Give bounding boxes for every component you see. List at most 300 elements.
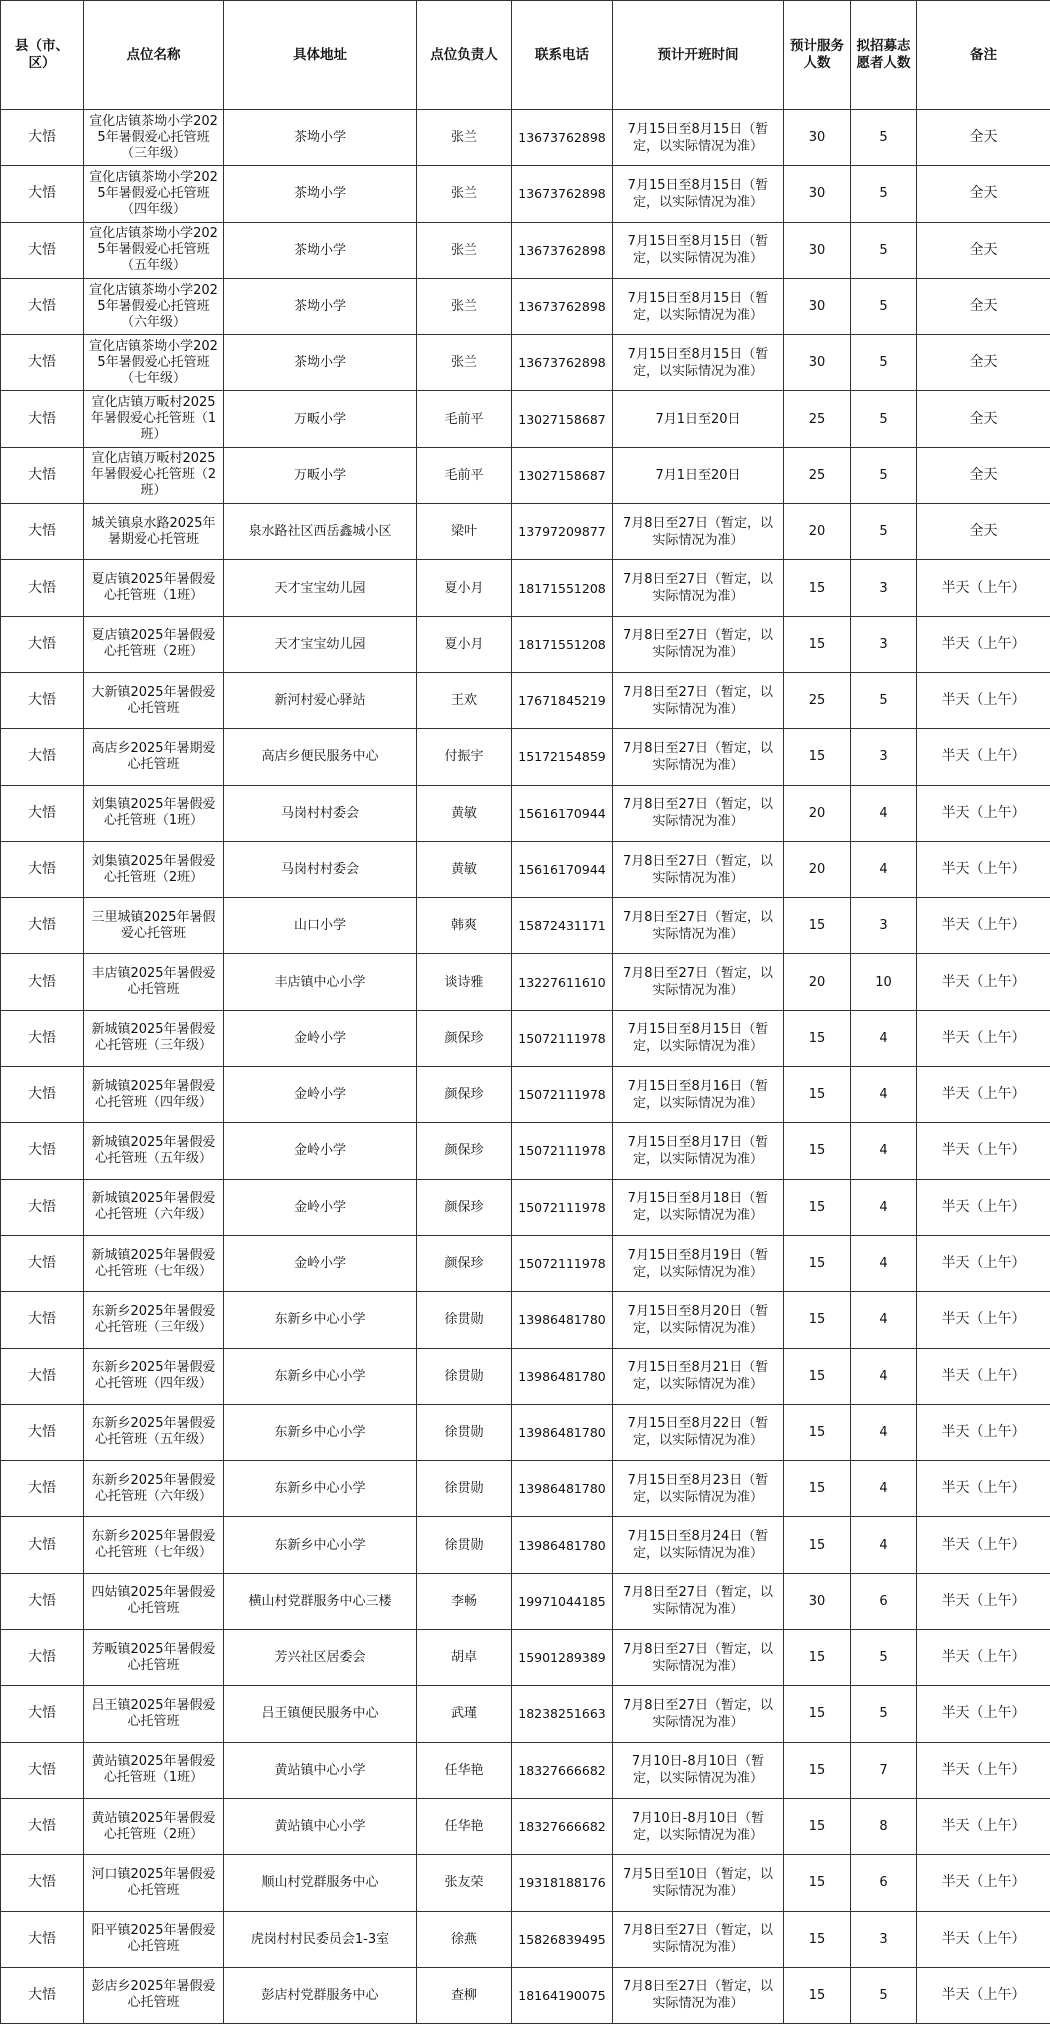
- note-cell: 半天（上午）: [917, 1742, 1050, 1798]
- table-row: [1, 785, 1050, 841]
- site-name-cell: 芳畈镇2025年暑假爱心托管班: [84, 1630, 224, 1686]
- note-cell: 半天（上午）: [917, 1067, 1050, 1123]
- phone-cell: 15072111978: [512, 1010, 613, 1066]
- header-county: 县（市、区）: [1, 1, 84, 110]
- service-count-cell: 20: [784, 785, 851, 841]
- header-start-time: 预计开班时间: [613, 1, 784, 110]
- table-row: [1, 222, 1050, 278]
- site-name-cell: 四姑镇2025年暑假爱心托管班: [84, 1573, 224, 1629]
- phone-cell: 19318188176: [512, 1855, 613, 1911]
- service-count-cell: 15: [784, 1798, 851, 1854]
- person-cell: 王欢: [417, 672, 512, 728]
- phone-cell: 13027158687: [512, 391, 613, 447]
- table-row: [1, 616, 1050, 672]
- note-cell: 半天（上午）: [917, 1855, 1050, 1911]
- person-cell: 徐贯勋: [417, 1461, 512, 1517]
- table-body: [1, 110, 1050, 2024]
- time-cell: 7月8日至27日（暂定，以实际情况为准）: [613, 841, 784, 897]
- service-count-cell: 30: [784, 222, 851, 278]
- note-cell: 半天（上午）: [917, 1010, 1050, 1066]
- service-count-cell: 30: [784, 166, 851, 222]
- county-cell: 大悟: [1, 954, 84, 1010]
- time-cell: 7月8日至27日（暂定，以实际情况为准）: [613, 616, 784, 672]
- person-cell: 徐贯勋: [417, 1404, 512, 1460]
- service-count-cell: 15: [784, 1067, 851, 1123]
- person-cell: 谈诗雅: [417, 954, 512, 1010]
- note-cell: 半天（上午）: [917, 729, 1050, 785]
- volunteer-count-cell: 6: [851, 1573, 917, 1629]
- table-row: [1, 1517, 1050, 1573]
- county-cell: 大悟: [1, 898, 84, 954]
- person-cell: 武瑾: [417, 1686, 512, 1742]
- table-row: [1, 1292, 1050, 1348]
- address-cell: 东新乡中心小学: [224, 1404, 417, 1460]
- volunteer-count-cell: 5: [851, 222, 917, 278]
- table-row: [1, 1348, 1050, 1404]
- note-cell: 半天（上午）: [917, 898, 1050, 954]
- county-cell: 大悟: [1, 560, 84, 616]
- site-name-cell: 东新乡2025年暑假爱心托管班（四年级）: [84, 1348, 224, 1404]
- service-count-cell: 15: [784, 1742, 851, 1798]
- table-row: [1, 110, 1050, 166]
- volunteer-count-cell: 5: [851, 110, 917, 166]
- service-count-cell: 15: [784, 1517, 851, 1573]
- time-cell: 7月15日至8月15日（暂定，以实际情况为准）: [613, 222, 784, 278]
- volunteer-count-cell: 3: [851, 1911, 917, 1967]
- site-name-cell: 三里城镇2025年暑假爱心托管班: [84, 898, 224, 954]
- county-cell: 大悟: [1, 166, 84, 222]
- table-row: [1, 898, 1050, 954]
- site-name-cell: 黄站镇2025年暑假爱心托管班（2班）: [84, 1798, 224, 1854]
- person-cell: 徐贯勋: [417, 1348, 512, 1404]
- county-cell: 大悟: [1, 278, 84, 334]
- phone-cell: 13673762898: [512, 335, 613, 391]
- site-name-cell: 刘集镇2025年暑假爱心托管班（1班）: [84, 785, 224, 841]
- note-cell: 半天（上午）: [917, 1630, 1050, 1686]
- county-cell: 大悟: [1, 1911, 84, 1967]
- address-cell: 万畈小学: [224, 447, 417, 503]
- address-cell: 天才宝宝幼儿园: [224, 560, 417, 616]
- county-cell: 大悟: [1, 1967, 84, 2023]
- volunteer-count-cell: 5: [851, 1686, 917, 1742]
- volunteer-count-cell: 4: [851, 1461, 917, 1517]
- site-name-cell: 吕王镇2025年暑假爱心托管班: [84, 1686, 224, 1742]
- address-cell: 丰店镇中心小学: [224, 954, 417, 1010]
- service-count-cell: 15: [784, 1911, 851, 1967]
- county-cell: 大悟: [1, 1742, 84, 1798]
- phone-cell: 17671845219: [512, 672, 613, 728]
- note-cell: 半天（上午）: [917, 1179, 1050, 1235]
- note-cell: 全天: [917, 278, 1050, 334]
- volunteer-count-cell: 4: [851, 1292, 917, 1348]
- volunteer-count-cell: 5: [851, 1967, 917, 2023]
- phone-cell: 19971044185: [512, 1573, 613, 1629]
- person-cell: 梁叶: [417, 504, 512, 560]
- site-name-cell: 丰店镇2025年暑假爱心托管班: [84, 954, 224, 1010]
- volunteer-count-cell: 5: [851, 278, 917, 334]
- phone-cell: 13797209877: [512, 504, 613, 560]
- person-cell: 付振宇: [417, 729, 512, 785]
- volunteer-count-cell: 3: [851, 729, 917, 785]
- table-row: [1, 1461, 1050, 1517]
- service-count-cell: 15: [784, 1461, 851, 1517]
- volunteer-count-cell: 5: [851, 1630, 917, 1686]
- person-cell: 张兰: [417, 335, 512, 391]
- note-cell: 半天（上午）: [917, 616, 1050, 672]
- county-cell: 大悟: [1, 1010, 84, 1066]
- address-cell: 东新乡中心小学: [224, 1348, 417, 1404]
- site-name-cell: 新城镇2025年暑假爱心托管班（六年级）: [84, 1179, 224, 1235]
- time-cell: 7月15日至8月15日（暂定，以实际情况为准）: [613, 1010, 784, 1066]
- phone-cell: 18171551208: [512, 616, 613, 672]
- phone-cell: 18238251663: [512, 1686, 613, 1742]
- address-cell: 顺山村党群服务中心: [224, 1855, 417, 1911]
- service-count-cell: 15: [784, 1855, 851, 1911]
- address-cell: 茶坳小学: [224, 166, 417, 222]
- county-cell: 大悟: [1, 1348, 84, 1404]
- note-cell: 半天（上午）: [917, 1123, 1050, 1179]
- county-cell: 大悟: [1, 447, 84, 503]
- county-cell: 大悟: [1, 1179, 84, 1235]
- table-row: [1, 1404, 1050, 1460]
- phone-cell: 13227611610: [512, 954, 613, 1010]
- table-row: [1, 1967, 1050, 2023]
- site-name-cell: 东新乡2025年暑假爱心托管班（三年级）: [84, 1292, 224, 1348]
- time-cell: 7月15日至8月15日（暂定，以实际情况为准）: [613, 335, 784, 391]
- phone-cell: 15072111978: [512, 1123, 613, 1179]
- service-count-cell: 20: [784, 841, 851, 897]
- person-cell: 颜保珍: [417, 1123, 512, 1179]
- address-cell: 马岗村村委会: [224, 841, 417, 897]
- note-cell: 半天（上午）: [917, 785, 1050, 841]
- service-count-cell: 30: [784, 110, 851, 166]
- volunteer-count-cell: 4: [851, 1123, 917, 1179]
- table-row: [1, 447, 1050, 503]
- service-count-cell: 15: [784, 560, 851, 616]
- county-cell: 大悟: [1, 1123, 84, 1179]
- site-name-cell: 城关镇泉水路2025年暑期爱心托管班: [84, 504, 224, 560]
- header-phone: 联系电话: [512, 1, 613, 110]
- volunteer-count-cell: 4: [851, 1404, 917, 1460]
- volunteer-count-cell: 4: [851, 1067, 917, 1123]
- service-count-cell: 30: [784, 335, 851, 391]
- address-cell: 横山村党群服务中心三楼: [224, 1573, 417, 1629]
- site-name-cell: 高店乡2025年暑期爱心托管班: [84, 729, 224, 785]
- address-cell: 金岭小学: [224, 1010, 417, 1066]
- address-cell: 东新乡中心小学: [224, 1517, 417, 1573]
- note-cell: 半天（上午）: [917, 560, 1050, 616]
- table-row: [1, 391, 1050, 447]
- phone-cell: 15901289389: [512, 1630, 613, 1686]
- time-cell: 7月1日至20日: [613, 447, 784, 503]
- address-cell: 芳兴社区居委会: [224, 1630, 417, 1686]
- service-count-cell: 25: [784, 672, 851, 728]
- phone-cell: 13986481780: [512, 1517, 613, 1573]
- site-name-cell: 东新乡2025年暑假爱心托管班（五年级）: [84, 1404, 224, 1460]
- site-name-cell: 阳平镇2025年暑假爱心托管班: [84, 1911, 224, 1967]
- county-cell: 大悟: [1, 729, 84, 785]
- table-row: [1, 504, 1050, 560]
- address-cell: 天才宝宝幼儿园: [224, 616, 417, 672]
- site-name-cell: 东新乡2025年暑假爱心托管班（七年级）: [84, 1517, 224, 1573]
- phone-cell: 18164190075: [512, 1967, 613, 2023]
- phone-cell: 13986481780: [512, 1461, 613, 1517]
- county-cell: 大悟: [1, 222, 84, 278]
- time-cell: 7月8日至27日（暂定，以实际情况为准）: [613, 504, 784, 560]
- phone-cell: 18171551208: [512, 560, 613, 616]
- address-cell: 茶坳小学: [224, 110, 417, 166]
- table-row: [1, 1010, 1050, 1066]
- service-count-cell: 20: [784, 504, 851, 560]
- person-cell: 李畅: [417, 1573, 512, 1629]
- phone-cell: 15826839495: [512, 1911, 613, 1967]
- address-cell: 茶坳小学: [224, 222, 417, 278]
- phone-cell: 18327666682: [512, 1798, 613, 1854]
- county-cell: 大悟: [1, 616, 84, 672]
- note-cell: 半天（上午）: [917, 1573, 1050, 1629]
- phone-cell: 13986481780: [512, 1348, 613, 1404]
- header-row: [1, 1, 1050, 110]
- note-cell: 半天（上午）: [917, 1517, 1050, 1573]
- volunteer-count-cell: 5: [851, 504, 917, 560]
- table-row: [1, 1123, 1050, 1179]
- service-count-cell: 15: [784, 1404, 851, 1460]
- time-cell: 7月15日至8月23日（暂定，以实际情况为准）: [613, 1461, 784, 1517]
- volunteer-count-cell: 3: [851, 898, 917, 954]
- service-count-cell: 15: [784, 1967, 851, 2023]
- table-row: [1, 560, 1050, 616]
- site-name-cell: 大新镇2025年暑假爱心托管班: [84, 672, 224, 728]
- volunteer-count-cell: 7: [851, 1742, 917, 1798]
- site-name-cell: 新城镇2025年暑假爱心托管班（四年级）: [84, 1067, 224, 1123]
- table-row: [1, 954, 1050, 1010]
- county-cell: 大悟: [1, 1798, 84, 1854]
- address-cell: 吕王镇便民服务中心: [224, 1686, 417, 1742]
- note-cell: 半天（上午）: [917, 1292, 1050, 1348]
- site-name-cell: 宣化店镇万畈村2025年暑假爱心托管班（1班）: [84, 391, 224, 447]
- site-name-cell: 夏店镇2025年暑假爱心托管班（2班）: [84, 616, 224, 672]
- time-cell: 7月15日至8月15日（暂定，以实际情况为准）: [613, 166, 784, 222]
- person-cell: 胡卓: [417, 1630, 512, 1686]
- phone-cell: 13027158687: [512, 447, 613, 503]
- address-cell: 山口小学: [224, 898, 417, 954]
- note-cell: 半天（上午）: [917, 1348, 1050, 1404]
- table-row: [1, 729, 1050, 785]
- time-cell: 7月10日-8月10日（暂定，以实际情况为准）: [613, 1798, 784, 1854]
- address-cell: 虎岗村村民委员会1-3室: [224, 1911, 417, 1967]
- time-cell: 7月15日至8月18日（暂定，以实际情况为准）: [613, 1179, 784, 1235]
- service-count-cell: 15: [784, 1010, 851, 1066]
- person-cell: 颜保珍: [417, 1235, 512, 1291]
- address-cell: 黄站镇中心小学: [224, 1798, 417, 1854]
- header-service-count: 预计服务人数: [784, 1, 851, 110]
- site-name-cell: 河口镇2025年暑假爱心托管班: [84, 1855, 224, 1911]
- county-cell: 大悟: [1, 1855, 84, 1911]
- phone-cell: 15072111978: [512, 1235, 613, 1291]
- person-cell: 张兰: [417, 110, 512, 166]
- county-cell: 大悟: [1, 1235, 84, 1291]
- service-count-cell: 15: [784, 1235, 851, 1291]
- service-count-cell: 15: [784, 898, 851, 954]
- header-person-in-charge: 点位负责人: [417, 1, 512, 110]
- site-name-cell: 夏店镇2025年暑假爱心托管班（1班）: [84, 560, 224, 616]
- service-count-cell: 30: [784, 278, 851, 334]
- person-cell: 毛前平: [417, 391, 512, 447]
- person-cell: 韩爽: [417, 898, 512, 954]
- person-cell: 夏小月: [417, 616, 512, 672]
- note-cell: 半天（上午）: [917, 1461, 1050, 1517]
- phone-cell: 15616170944: [512, 841, 613, 897]
- person-cell: 徐贯勋: [417, 1292, 512, 1348]
- note-cell: 全天: [917, 504, 1050, 560]
- person-cell: 张兰: [417, 166, 512, 222]
- person-cell: 任华艳: [417, 1742, 512, 1798]
- volunteer-count-cell: 5: [851, 391, 917, 447]
- person-cell: 颜保珍: [417, 1067, 512, 1123]
- site-name-cell: 新城镇2025年暑假爱心托管班（七年级）: [84, 1235, 224, 1291]
- volunteer-count-cell: 3: [851, 616, 917, 672]
- site-name-cell: 新城镇2025年暑假爱心托管班（五年级）: [84, 1123, 224, 1179]
- note-cell: 半天（上午）: [917, 1798, 1050, 1854]
- note-cell: 半天（上午）: [917, 1686, 1050, 1742]
- site-name-cell: 黄站镇2025年暑假爱心托管班（1班）: [84, 1742, 224, 1798]
- note-cell: 全天: [917, 222, 1050, 278]
- header-site-name: 点位名称: [84, 1, 224, 110]
- county-cell: 大悟: [1, 335, 84, 391]
- table-row: [1, 335, 1050, 391]
- table-row: [1, 1798, 1050, 1854]
- county-cell: 大悟: [1, 672, 84, 728]
- volunteer-count-cell: 5: [851, 447, 917, 503]
- phone-cell: 13673762898: [512, 278, 613, 334]
- time-cell: 7月8日至27日（暂定，以实际情况为准）: [613, 560, 784, 616]
- address-cell: 黄站镇中心小学: [224, 1742, 417, 1798]
- person-cell: 颜保珍: [417, 1179, 512, 1235]
- site-name-cell: 东新乡2025年暑假爱心托管班（六年级）: [84, 1461, 224, 1517]
- volunteer-count-cell: 4: [851, 785, 917, 841]
- volunteer-count-cell: 5: [851, 166, 917, 222]
- service-count-cell: 15: [784, 1348, 851, 1404]
- volunteer-count-cell: 4: [851, 1235, 917, 1291]
- table-row: [1, 1742, 1050, 1798]
- county-cell: 大悟: [1, 1686, 84, 1742]
- table-row: [1, 1630, 1050, 1686]
- service-count-cell: 15: [784, 1123, 851, 1179]
- note-cell: 半天（上午）: [917, 841, 1050, 897]
- volunteer-count-cell: 10: [851, 954, 917, 1010]
- address-cell: 金岭小学: [224, 1067, 417, 1123]
- address-cell: 新河村爱心驿站: [224, 672, 417, 728]
- note-cell: 全天: [917, 110, 1050, 166]
- address-cell: 金岭小学: [224, 1179, 417, 1235]
- address-cell: 高店乡便民服务中心: [224, 729, 417, 785]
- site-name-cell: 宣化店镇茶坳小学2025年暑假爱心托管班（五年级）: [84, 222, 224, 278]
- service-count-cell: 25: [784, 391, 851, 447]
- site-name-cell: 宣化店镇茶坳小学2025年暑假爱心托管班（四年级）: [84, 166, 224, 222]
- phone-cell: 13673762898: [512, 222, 613, 278]
- person-cell: 黄敏: [417, 785, 512, 841]
- county-cell: 大悟: [1, 1573, 84, 1629]
- note-cell: 全天: [917, 166, 1050, 222]
- phone-cell: 18327666682: [512, 1742, 613, 1798]
- address-cell: 万畈小学: [224, 391, 417, 447]
- service-count-cell: 15: [784, 616, 851, 672]
- note-cell: 半天（上午）: [917, 1404, 1050, 1460]
- person-cell: 黄敏: [417, 841, 512, 897]
- time-cell: 7月15日至8月24日（暂定，以实际情况为准）: [613, 1517, 784, 1573]
- person-cell: 张兰: [417, 222, 512, 278]
- phone-cell: 13673762898: [512, 110, 613, 166]
- phone-cell: 13673762898: [512, 166, 613, 222]
- phone-cell: 15616170944: [512, 785, 613, 841]
- service-count-cell: 20: [784, 954, 851, 1010]
- site-name-cell: 彭店乡2025年暑假爱心托管班: [84, 1967, 224, 2023]
- time-cell: 7月15日至8月19日（暂定，以实际情况为准）: [613, 1235, 784, 1291]
- table-row: [1, 1235, 1050, 1291]
- person-cell: 任华艳: [417, 1798, 512, 1854]
- table-row: [1, 1686, 1050, 1742]
- county-cell: 大悟: [1, 1630, 84, 1686]
- county-cell: 大悟: [1, 1404, 84, 1460]
- address-cell: 泉水路社区西岳鑫城小区: [224, 504, 417, 560]
- note-cell: 半天（上午）: [917, 954, 1050, 1010]
- person-cell: 毛前平: [417, 447, 512, 503]
- note-cell: 全天: [917, 447, 1050, 503]
- volunteer-count-cell: 6: [851, 1855, 917, 1911]
- person-cell: 颜保珍: [417, 1010, 512, 1066]
- county-cell: 大悟: [1, 1292, 84, 1348]
- note-cell: 半天（上午）: [917, 1967, 1050, 2023]
- table-row: [1, 1573, 1050, 1629]
- time-cell: 7月8日至27日（暂定，以实际情况为准）: [613, 1686, 784, 1742]
- site-name-cell: 宣化店镇茶坳小学2025年暑假爱心托管班（三年级）: [84, 110, 224, 166]
- time-cell: 7月15日至8月15日（暂定，以实际情况为准）: [613, 110, 784, 166]
- time-cell: 7月1日至20日: [613, 391, 784, 447]
- phone-cell: 13986481780: [512, 1404, 613, 1460]
- person-cell: 徐燕: [417, 1911, 512, 1967]
- phone-cell: 15872431171: [512, 898, 613, 954]
- county-cell: 大悟: [1, 1461, 84, 1517]
- service-count-cell: 15: [784, 1686, 851, 1742]
- address-cell: 彭店村党群服务中心: [224, 1967, 417, 2023]
- address-cell: 东新乡中心小学: [224, 1461, 417, 1517]
- header-volunteer-count: 拟招募志愿者人数: [851, 1, 917, 110]
- table-row: [1, 166, 1050, 222]
- person-cell: 徐贯勋: [417, 1517, 512, 1573]
- table-row: [1, 1067, 1050, 1123]
- time-cell: 7月15日至8月20日（暂定，以实际情况为准）: [613, 1292, 784, 1348]
- time-cell: 7月5日至10日（暂定，以实际情况为准）: [613, 1855, 784, 1911]
- site-name-cell: 宣化店镇茶坳小学2025年暑假爱心托管班（六年级）: [84, 278, 224, 334]
- volunteer-count-cell: 5: [851, 335, 917, 391]
- time-cell: 7月8日至27日（暂定，以实际情况为准）: [613, 954, 784, 1010]
- time-cell: 7月8日至27日（暂定，以实际情况为准）: [613, 1573, 784, 1629]
- time-cell: 7月15日至8月17日（暂定，以实际情况为准）: [613, 1123, 784, 1179]
- volunteer-count-cell: 4: [851, 1179, 917, 1235]
- time-cell: 7月10日-8月10日（暂定，以实际情况为准）: [613, 1742, 784, 1798]
- time-cell: 7月8日至27日（暂定，以实际情况为准）: [613, 672, 784, 728]
- service-count-cell: 15: [784, 729, 851, 785]
- person-cell: 张兰: [417, 278, 512, 334]
- county-cell: 大悟: [1, 841, 84, 897]
- volunteer-count-cell: 4: [851, 1517, 917, 1573]
- site-name-cell: 新城镇2025年暑假爱心托管班（三年级）: [84, 1010, 224, 1066]
- table-row: [1, 1855, 1050, 1911]
- service-count-cell: 25: [784, 447, 851, 503]
- site-name-cell: 宣化店镇茶坳小学2025年暑假爱心托管班（七年级）: [84, 335, 224, 391]
- service-count-cell: 15: [784, 1630, 851, 1686]
- address-cell: 金岭小学: [224, 1235, 417, 1291]
